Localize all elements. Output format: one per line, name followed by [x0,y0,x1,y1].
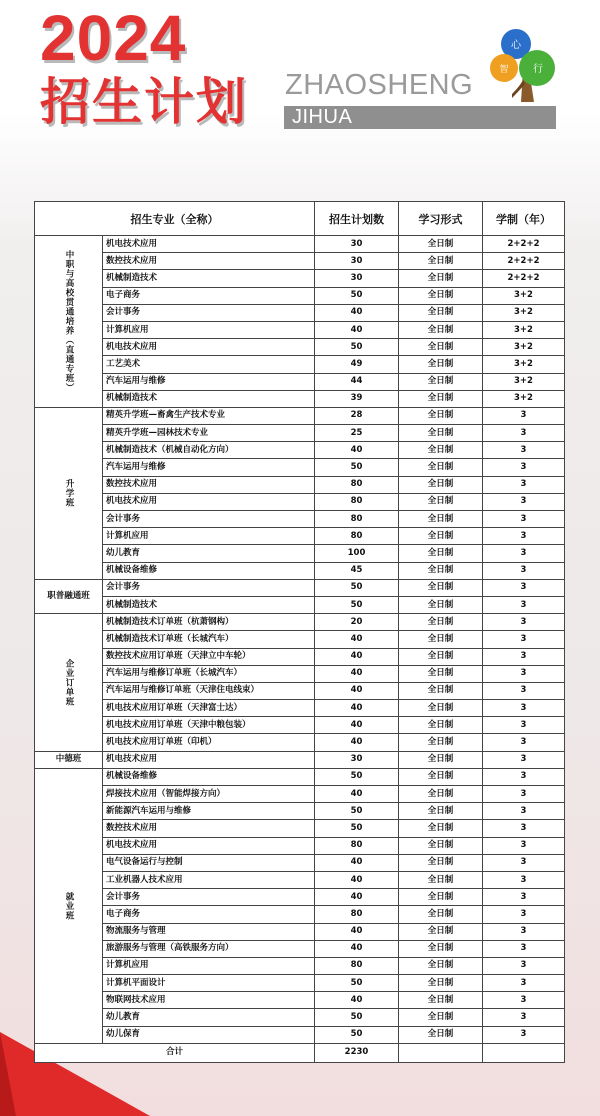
mode-cell: 全日制 [399,631,483,648]
length-cell: 3 [483,940,565,957]
table-row [35,854,565,871]
table-row [35,820,565,837]
count-cell: 39 [315,390,399,407]
major-cell: 数控技术应用 [103,476,315,493]
group-label [35,236,103,408]
mode-cell: 全日制 [399,923,483,940]
count-cell: 50 [315,1009,399,1026]
table-row [35,700,565,717]
length-cell: 3 [483,906,565,923]
length-cell: 3 [483,528,565,545]
table-row [35,321,565,338]
table-row [35,596,565,613]
header-year: 2024 [40,2,187,74]
mode-cell: 全日制 [399,476,483,493]
length-cell: 3 [483,579,565,596]
mode-cell: 全日制 [399,786,483,803]
count-cell: 45 [315,562,399,579]
count-cell: 50 [315,803,399,820]
total-label: 合计 [35,1043,315,1062]
length-cell: 3+2 [483,321,565,338]
length-cell: 2+2+2 [483,253,565,270]
major-cell: 机械制造技术 [103,390,315,407]
length-cell: 3 [483,562,565,579]
length-cell: 2+2+2 [483,236,565,253]
mode-cell: 全日制 [399,459,483,476]
length-cell: 3 [483,682,565,699]
count-cell: 80 [315,837,399,854]
table-row [35,390,565,407]
mode-cell: 全日制 [399,545,483,562]
count-cell: 80 [315,906,399,923]
count-cell: 40 [315,700,399,717]
length-cell: 3 [483,493,565,510]
length-cell: 3+2 [483,356,565,373]
total-count: 2230 [315,1043,399,1062]
length-cell: 3 [483,923,565,940]
mode-cell: 全日制 [399,511,483,528]
table-row [35,992,565,1009]
mode-cell: 全日制 [399,992,483,1009]
major-cell: 电子商务 [103,906,315,923]
count-cell: 80 [315,476,399,493]
table-row [35,940,565,957]
column-header-mode: 学习形式 [399,202,483,236]
group-label [35,751,103,768]
length-cell: 3+2 [483,287,565,304]
table-row [35,648,565,665]
major-cell: 机电技术应用订单班（天津中粮包装） [103,717,315,734]
count-cell: 40 [315,631,399,648]
count-cell: 80 [315,957,399,974]
length-cell: 3 [483,511,565,528]
major-cell: 数控技术应用 [103,253,315,270]
table-row [35,407,565,424]
count-cell: 25 [315,425,399,442]
length-cell: 3+2 [483,304,565,321]
major-cell: 新能源汽车运用与维修 [103,803,315,820]
count-cell: 40 [315,871,399,888]
length-cell: 3 [483,614,565,631]
count-cell: 40 [315,321,399,338]
count-cell: 80 [315,511,399,528]
total-empty-cell [483,1043,565,1062]
mode-cell: 全日制 [399,768,483,785]
table-row [35,837,565,854]
table-row [35,493,565,510]
count-cell: 40 [315,889,399,906]
major-cell: 机电技术应用订单班（天津富士达） [103,700,315,717]
mode-cell: 全日制 [399,407,483,424]
count-cell: 80 [315,493,399,510]
major-cell: 汽车运用与维修订单班（长城汽车） [103,665,315,682]
table-row [35,545,565,562]
mode-cell: 全日制 [399,304,483,321]
group-label-text: 职普融通班 [47,590,90,601]
total-row [35,1043,565,1062]
table-row [35,579,565,596]
mode-cell: 全日制 [399,287,483,304]
length-cell: 3 [483,1026,565,1043]
mode-cell: 全日制 [399,425,483,442]
count-cell: 40 [315,992,399,1009]
major-cell: 机械设备维修 [103,768,315,785]
length-cell: 3 [483,889,565,906]
count-cell: 50 [315,1026,399,1043]
major-cell: 精英升学班—畜禽生产技术专业 [103,407,315,424]
count-cell: 40 [315,442,399,459]
length-cell: 3 [483,975,565,992]
table-row [35,253,565,270]
count-cell: 80 [315,528,399,545]
table-row [35,682,565,699]
major-cell: 精英升学班—园林技术专业 [103,425,315,442]
table-body [35,236,565,1044]
group-label-text: 就业班 [64,891,74,921]
table-row [35,614,565,631]
mode-cell: 全日制 [399,665,483,682]
table-row [35,270,565,287]
major-cell: 计算机应用 [103,528,315,545]
table-row [35,1009,565,1026]
count-cell: 30 [315,751,399,768]
major-cell: 机电技术应用 [103,751,315,768]
table-row [35,442,565,459]
major-cell: 幼儿教育 [103,1009,315,1026]
major-cell: 数控技术应用订单班（天津立中车轮） [103,648,315,665]
length-cell: 3+2 [483,390,565,407]
table-row [35,562,565,579]
major-cell: 会计事务 [103,889,315,906]
mode-cell: 全日制 [399,321,483,338]
count-cell: 30 [315,253,399,270]
table-row [35,631,565,648]
count-cell: 40 [315,304,399,321]
table-row [35,476,565,493]
count-cell: 50 [315,596,399,613]
mode-cell: 全日制 [399,614,483,631]
major-cell: 电气设备运行与控制 [103,854,315,871]
count-cell: 50 [315,820,399,837]
mode-cell: 全日制 [399,648,483,665]
mode-cell: 全日制 [399,889,483,906]
mode-cell: 全日制 [399,717,483,734]
major-cell: 机械制造技术 [103,596,315,613]
count-cell: 50 [315,459,399,476]
length-cell: 3 [483,442,565,459]
major-cell: 机械设备维修 [103,562,315,579]
count-cell: 40 [315,717,399,734]
group-label-text: 企业订单班 [64,658,74,707]
mode-cell: 全日制 [399,236,483,253]
major-cell: 机电技术应用 [103,236,315,253]
table-row [35,304,565,321]
pinyin-line-1: ZHAOSHENG [285,69,474,101]
table-row [35,768,565,785]
table-row [35,717,565,734]
length-cell: 3 [483,837,565,854]
mode-cell: 全日制 [399,356,483,373]
mode-cell: 全日制 [399,1026,483,1043]
mode-cell: 全日制 [399,957,483,974]
major-cell: 机电技术应用 [103,339,315,356]
count-cell: 40 [315,923,399,940]
major-cell: 会计事务 [103,511,315,528]
major-cell: 机械制造技术（机械自动化方向） [103,442,315,459]
major-cell: 幼儿保育 [103,1026,315,1043]
count-cell: 44 [315,373,399,390]
count-cell: 40 [315,682,399,699]
dark-red-corner-decoration [0,1032,16,1116]
group-label [35,768,103,1043]
count-cell: 30 [315,236,399,253]
mode-cell: 全日制 [399,339,483,356]
count-cell: 50 [315,579,399,596]
length-cell: 3 [483,459,565,476]
major-cell: 机电技术应用 [103,493,315,510]
mode-cell: 全日制 [399,562,483,579]
length-cell: 3 [483,751,565,768]
mode-cell: 全日制 [399,837,483,854]
length-cell: 3 [483,803,565,820]
count-cell: 50 [315,768,399,785]
major-cell: 工艺美术 [103,356,315,373]
logo-char-xin: 心 [511,40,521,51]
length-cell: 3 [483,871,565,888]
length-cell: 3 [483,854,565,871]
table-row [35,975,565,992]
pinyin-line-2: JIHUA [292,106,353,128]
length-cell: 3 [483,545,565,562]
major-cell: 机械制造技术订单班（杭萧钢构） [103,614,315,631]
table-row [35,356,565,373]
mode-cell: 全日制 [399,373,483,390]
major-cell: 计算机应用 [103,321,315,338]
count-cell: 40 [315,854,399,871]
length-cell: 3 [483,665,565,682]
mode-cell: 全日制 [399,871,483,888]
major-cell: 会计事务 [103,304,315,321]
table-row [35,528,565,545]
length-cell: 3+2 [483,373,565,390]
count-cell: 49 [315,356,399,373]
major-cell: 物流服务与管理 [103,923,315,940]
mode-cell: 全日制 [399,975,483,992]
length-cell: 2+2+2 [483,270,565,287]
major-cell: 数控技术应用 [103,820,315,837]
table-row [35,786,565,803]
column-header-count: 招生计划数 [315,202,399,236]
length-cell: 3 [483,700,565,717]
mode-cell: 全日制 [399,493,483,510]
group-label-text: 升学班 [64,479,74,508]
group-label-text: 中德班 [55,754,82,765]
major-cell: 机电技术应用 [103,837,315,854]
mode-cell: 全日制 [399,751,483,768]
table-row [35,459,565,476]
length-cell: 3 [483,768,565,785]
length-cell: 3 [483,425,565,442]
enrollment-plan-table [34,201,565,1063]
major-cell: 旅游服务与管理（高铁服务方向） [103,940,315,957]
table-row [35,511,565,528]
mode-cell: 全日制 [399,803,483,820]
mode-cell: 全日制 [399,253,483,270]
table-row [35,287,565,304]
mode-cell: 全日制 [399,596,483,613]
mode-cell: 全日制 [399,1009,483,1026]
mode-cell: 全日制 [399,940,483,957]
length-cell: 3 [483,786,565,803]
length-cell: 3 [483,1009,565,1026]
total-empty-cell [399,1043,483,1062]
table-header-row [35,202,565,236]
length-cell: 3 [483,992,565,1009]
length-cell: 3 [483,476,565,493]
column-header-length: 学制（年） [483,202,565,236]
tree-logo-icon [490,28,560,104]
count-cell: 40 [315,940,399,957]
count-cell: 50 [315,287,399,304]
length-cell: 3 [483,648,565,665]
mode-cell: 全日制 [399,820,483,837]
major-cell: 物联网技术应用 [103,992,315,1009]
group-label [35,579,103,613]
count-cell: 100 [315,545,399,562]
count-cell: 40 [315,734,399,751]
group-label [35,614,103,752]
table-row [35,906,565,923]
major-cell: 计算机平面设计 [103,975,315,992]
table-row [35,923,565,940]
mode-cell: 全日制 [399,734,483,751]
group-label-text: 中职与高校贯通培养（直通专班） [64,250,74,393]
table-row [35,425,565,442]
mode-cell: 全日制 [399,442,483,459]
major-cell: 幼儿教育 [103,545,315,562]
length-cell: 3 [483,820,565,837]
count-cell: 40 [315,648,399,665]
length-cell: 3+2 [483,339,565,356]
length-cell: 3 [483,957,565,974]
table-row [35,236,565,253]
major-cell: 汽车运用与维修 [103,373,315,390]
table-row [35,665,565,682]
mode-cell: 全日制 [399,270,483,287]
mode-cell: 全日制 [399,682,483,699]
major-cell: 汽车运用与维修订单班（天津住电线束） [103,682,315,699]
count-cell: 40 [315,665,399,682]
major-cell: 机械制造技术 [103,270,315,287]
table-row [35,339,565,356]
major-cell: 汽车运用与维修 [103,459,315,476]
mode-cell: 全日制 [399,390,483,407]
table-row [35,751,565,768]
table-row [35,803,565,820]
count-cell: 50 [315,339,399,356]
mode-cell: 全日制 [399,528,483,545]
table-row [35,957,565,974]
count-cell: 28 [315,407,399,424]
mode-cell: 全日制 [399,700,483,717]
major-cell: 机电技术应用订单班（印机） [103,734,315,751]
length-cell: 3 [483,717,565,734]
column-header-major: 招生专业（全称） [35,202,315,236]
logo-char-zhi: 智 [499,65,509,75]
table-row [35,734,565,751]
length-cell: 3 [483,631,565,648]
major-cell: 机械制造技术订单班（长城汽车） [103,631,315,648]
table-row [35,1026,565,1043]
length-cell: 3 [483,407,565,424]
logo-char-xing: 行 [533,64,543,75]
length-cell: 3 [483,734,565,751]
mode-cell: 全日制 [399,906,483,923]
page-title: 招生计划 [40,73,248,131]
count-cell: 20 [315,614,399,631]
table-row [35,871,565,888]
count-cell: 40 [315,786,399,803]
mode-cell: 全日制 [399,854,483,871]
table-row [35,889,565,906]
major-cell: 工业机器人技术应用 [103,871,315,888]
major-cell: 计算机应用 [103,957,315,974]
count-cell: 50 [315,975,399,992]
group-label [35,407,103,579]
major-cell: 焊接技术应用（智能焊接方向） [103,786,315,803]
major-cell: 会计事务 [103,579,315,596]
mode-cell: 全日制 [399,579,483,596]
major-cell: 电子商务 [103,287,315,304]
length-cell: 3 [483,596,565,613]
table-row [35,373,565,390]
count-cell: 30 [315,270,399,287]
